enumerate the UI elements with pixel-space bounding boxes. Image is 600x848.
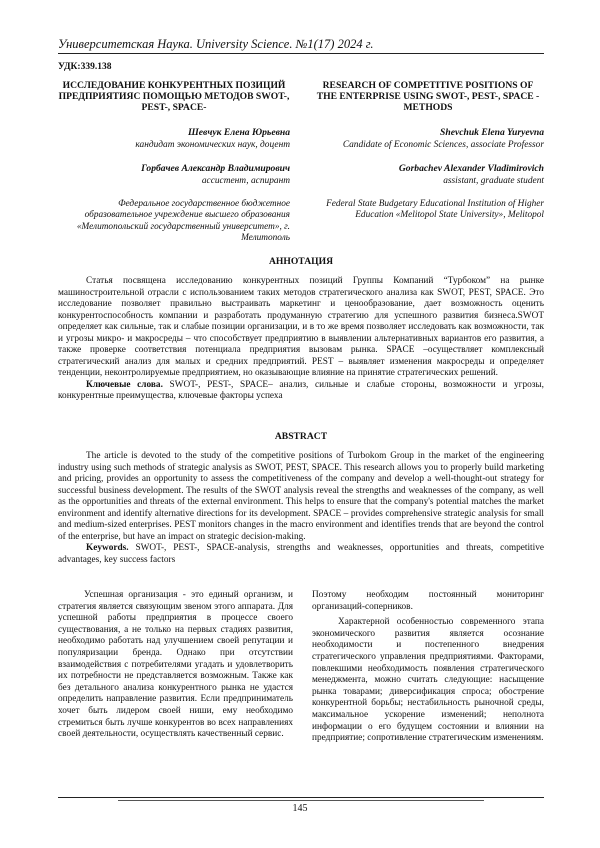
body-column-right bbox=[312, 590, 544, 745]
abstract-keywords-text: SWOT-, PEST-, SPACE-analysis, strengths and weaknesses, opportunities and threats, competitive advantages, key success factors bbox=[58, 543, 544, 565]
russian-title-block bbox=[58, 80, 290, 245]
annotation-keywords-text: SWOT-, PEST-, SPACE– анализ, сильные и слабые стороны, возможности и угрозы, конкурентные преимущества, ключевые факторы успеха bbox=[58, 379, 544, 401]
annotation-text: Статья посвящена исследованию конкурентных позиций Группы Компаний “Турбоком” на рынке машиностроительной отрасли с использованием таких методов стратегического анализа как SWOT, PEST, SPACE. Это исследование позволяет правильно выстраивать маркетинг и ценообразование, дает возможность оценить конкурентоспособность компании и разработать продуманную стратегию для успешного развития бизнеса.SWOT определяет как сильные, так и слабые позиции организации, и в то же время позволяет исследовать как возможности, так и угрозы микро- и макросреды – что способствует предприятию в выявлении альтернативных вариантов его развития, а также проверке соответствия потенциала предприятия вызовам рынка. SPACE –осуществляет комплексный стратегический анализ для малых и средних предприятий. PEST – выявляет изменения макросреды и определяет тенденции, неконтролируемые предприятием, но оказывающие влияние на принятие стратегических решений. bbox=[58, 276, 544, 378]
body-paragraph: Успешная организация - это единый организм, и стратегия является связующим звеном этого аппарата. Для успешной работы предприятия в процессе своего существования, а не только на первых стадиях развития, необходимо работать над улучшением своей репутации и популяризации бренда. Однако при отсутствии взаимодействия с потребителями угадать и удовлетворить их потребности не представляется возможным. Также как без детального анализа конкурентного рынка не удастся определить направление развития. Если предприниматель хочет быть лидером своей ниши, ему необходимо стремиться быть лучше конкурентов во всех направлениях своей деятельности, осуществлять качественный сервис. bbox=[58, 590, 293, 740]
english-author-1: Shevchuk Elena Yuryevna bbox=[440, 126, 544, 138]
english-affiliation: Federal State Budgetary Educational Institution of Higher Education «Melitopol State University», Melitopol bbox=[326, 198, 544, 221]
russian-author-2-position: ассистент, аспирант bbox=[201, 175, 290, 186]
abstract-block bbox=[58, 451, 544, 566]
english-author-2: Gorbachev Alexander Vladimirovich bbox=[398, 162, 544, 174]
abstract-text: The article is devoted to the study of the competitive positions of Turbokom Group in the market of the engineering industry using such methods of strategic analysis as SWOT, PEST, SPACE. This research allows you to properly build marketing and pricing, provides an opportunity to assess the competitiveness of the company and develop a well-thought-out strategy for successful business development. The results of the SWOT analysis reveal the strengths and weaknesses of the company, as well as the opportunities and threats of the external environment. This helps to ensure that the company's potential matches the market environment and identify alternative directions for its development. SPACE – provides comprehensive strategic analysis for small and medium-sized enterprises. PEST monitors changes in the macro environment and identifies trends that are beyond the control of the enterprise, but have an impact on strategic decision-making. bbox=[58, 451, 544, 542]
body-paragraph: Характерной особенностью современного этапа экономического развития является осознание необходимости и постепенного внедрения стратегического управления предприятиями. Факторами, повлекшими необходимость появления стратегического менеджмента, можно считать следующие: насыщение рынка товарами; диверсификация спроса; обострение конкурентной борьбы; нестабильность рыночной среды, максимальное ускорение изменений; неполнота информации о его будущем состоянии и влиянии на предприятие; сопротивление стратегическим изменениям. bbox=[312, 617, 544, 744]
abstract-keywords bbox=[58, 543, 544, 566]
english-author-2-position: assistant, graduate student bbox=[443, 175, 544, 186]
russian-title: ИССЛЕДОВАНИЕ КОНКУРЕНТНЫХ ПОЗИЦИЙ ПРЕДПРИЯТИЯС ПОМОЩЬЮ МЕТОДОВ SWOT-, PEST-, SPACE- bbox=[58, 80, 290, 114]
body-paragraph: Поэтому необходим постоянный мониторинг организаций-соперников. bbox=[312, 590, 544, 612]
body-column-left bbox=[58, 590, 293, 741]
annotation-keywords-label: Ключевые слова. bbox=[86, 379, 163, 390]
header-rule bbox=[58, 53, 544, 54]
english-author-1-position: Candidate of Economic Sciences, associate Professor bbox=[342, 139, 544, 150]
russian-author-1: Шевчук Елена Юрьевна bbox=[188, 126, 290, 138]
annotation-keywords bbox=[58, 380, 544, 403]
annotation-heading: АННОТАЦИЯ bbox=[268, 256, 334, 267]
russian-author-2: Горбачев Александр Владимирович bbox=[141, 162, 290, 174]
footer-rule-thin bbox=[118, 800, 484, 801]
page-number: 145 bbox=[292, 803, 308, 814]
footer-rule bbox=[58, 797, 544, 798]
english-title-block bbox=[312, 80, 544, 222]
english-title: RESEARCH OF COMPETITIVE POSITIONS OF THE ENTERPRISE USING SWOT-, PEST-, SPACE -METHODS bbox=[316, 80, 540, 114]
abstract-keywords-label: Keywords. bbox=[86, 543, 129, 553]
russian-affiliation: Федеральное государственное бюджетное образовательное учреждение высшего образования «Мелитопольский государственный университет», г. Мелитополь bbox=[76, 198, 290, 244]
russian-author-1-position: кандидат экономических наук, доцент bbox=[135, 139, 290, 150]
annotation-block bbox=[58, 276, 544, 403]
abstract-heading: ABSTRACT bbox=[274, 431, 328, 442]
udk-code: УДК:339.138 bbox=[58, 62, 112, 72]
journal-header: Университетская Наука. University Science. №1(17) 2024 г. bbox=[58, 37, 374, 51]
